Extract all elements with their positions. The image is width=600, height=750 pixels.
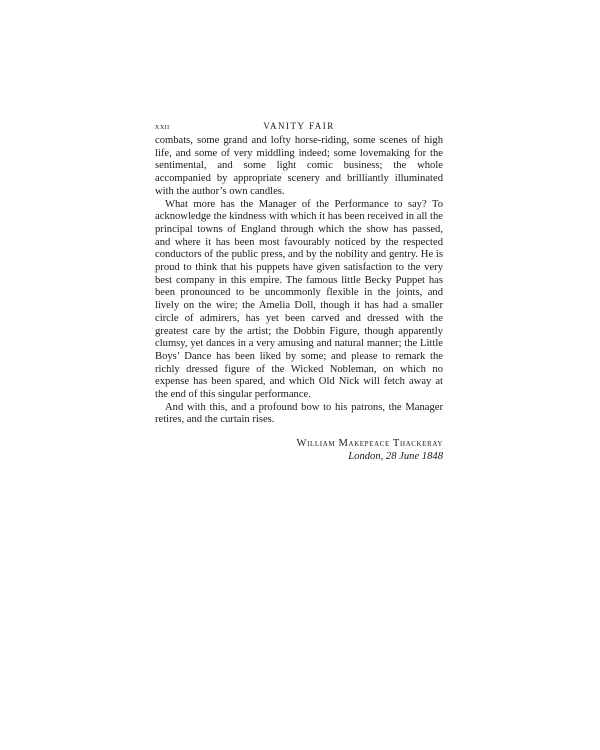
body-text (155, 135, 443, 427)
running-title: VANITY FAIR (263, 121, 335, 131)
author-name: William Makepeace Thackeray (296, 438, 443, 450)
paragraph-manager: What more has the Manager of the Performance to say? To acknowledge the kindness with which it has been received in all the principal towns of England through which the show has passed, and where it has been most favourably noticed by the respected conductors of the public press, and by the nobility and gentry. He is proud to think that his puppets have given satisfaction to the very best company in this empire. The famous little Becky Puppet has been pronounced to be uncommonly flexible in the joints, and lively on the wire; the Amelia Doll, though it has had a smaller circle of admirers, has yet been carved and dressed with the greatest care by the artist; the Dobbin Figure, though apparently clumsy, yet dances in a very amusing and natural manner; the Little Boys’ Dance has been liked by some; and please to remark the richly dressed figure of the Wicked Nobleman, on which no expense has been spared, and which Old Nick will fetch away at the end of this singular performance. (155, 198, 443, 401)
page-number: xxii (155, 121, 170, 131)
paragraph-closing: And with this, and a profound bow to his patrons, the Manager retires, and the curtain rises. (155, 401, 443, 426)
running-head (155, 121, 443, 135)
book-page (155, 121, 443, 464)
dateline: London, 28 June 1848 (348, 450, 443, 462)
signature-block (155, 438, 443, 463)
paragraph-continued: combats, some grand and lofty horse-riding, some scenes of high life, and some of very middling indeed; some lovemaking for the sentimental, and some light comic business; the whole accompanied by appropriate scenery and brilliantly illuminated with the author’s own candles. (155, 135, 443, 197)
